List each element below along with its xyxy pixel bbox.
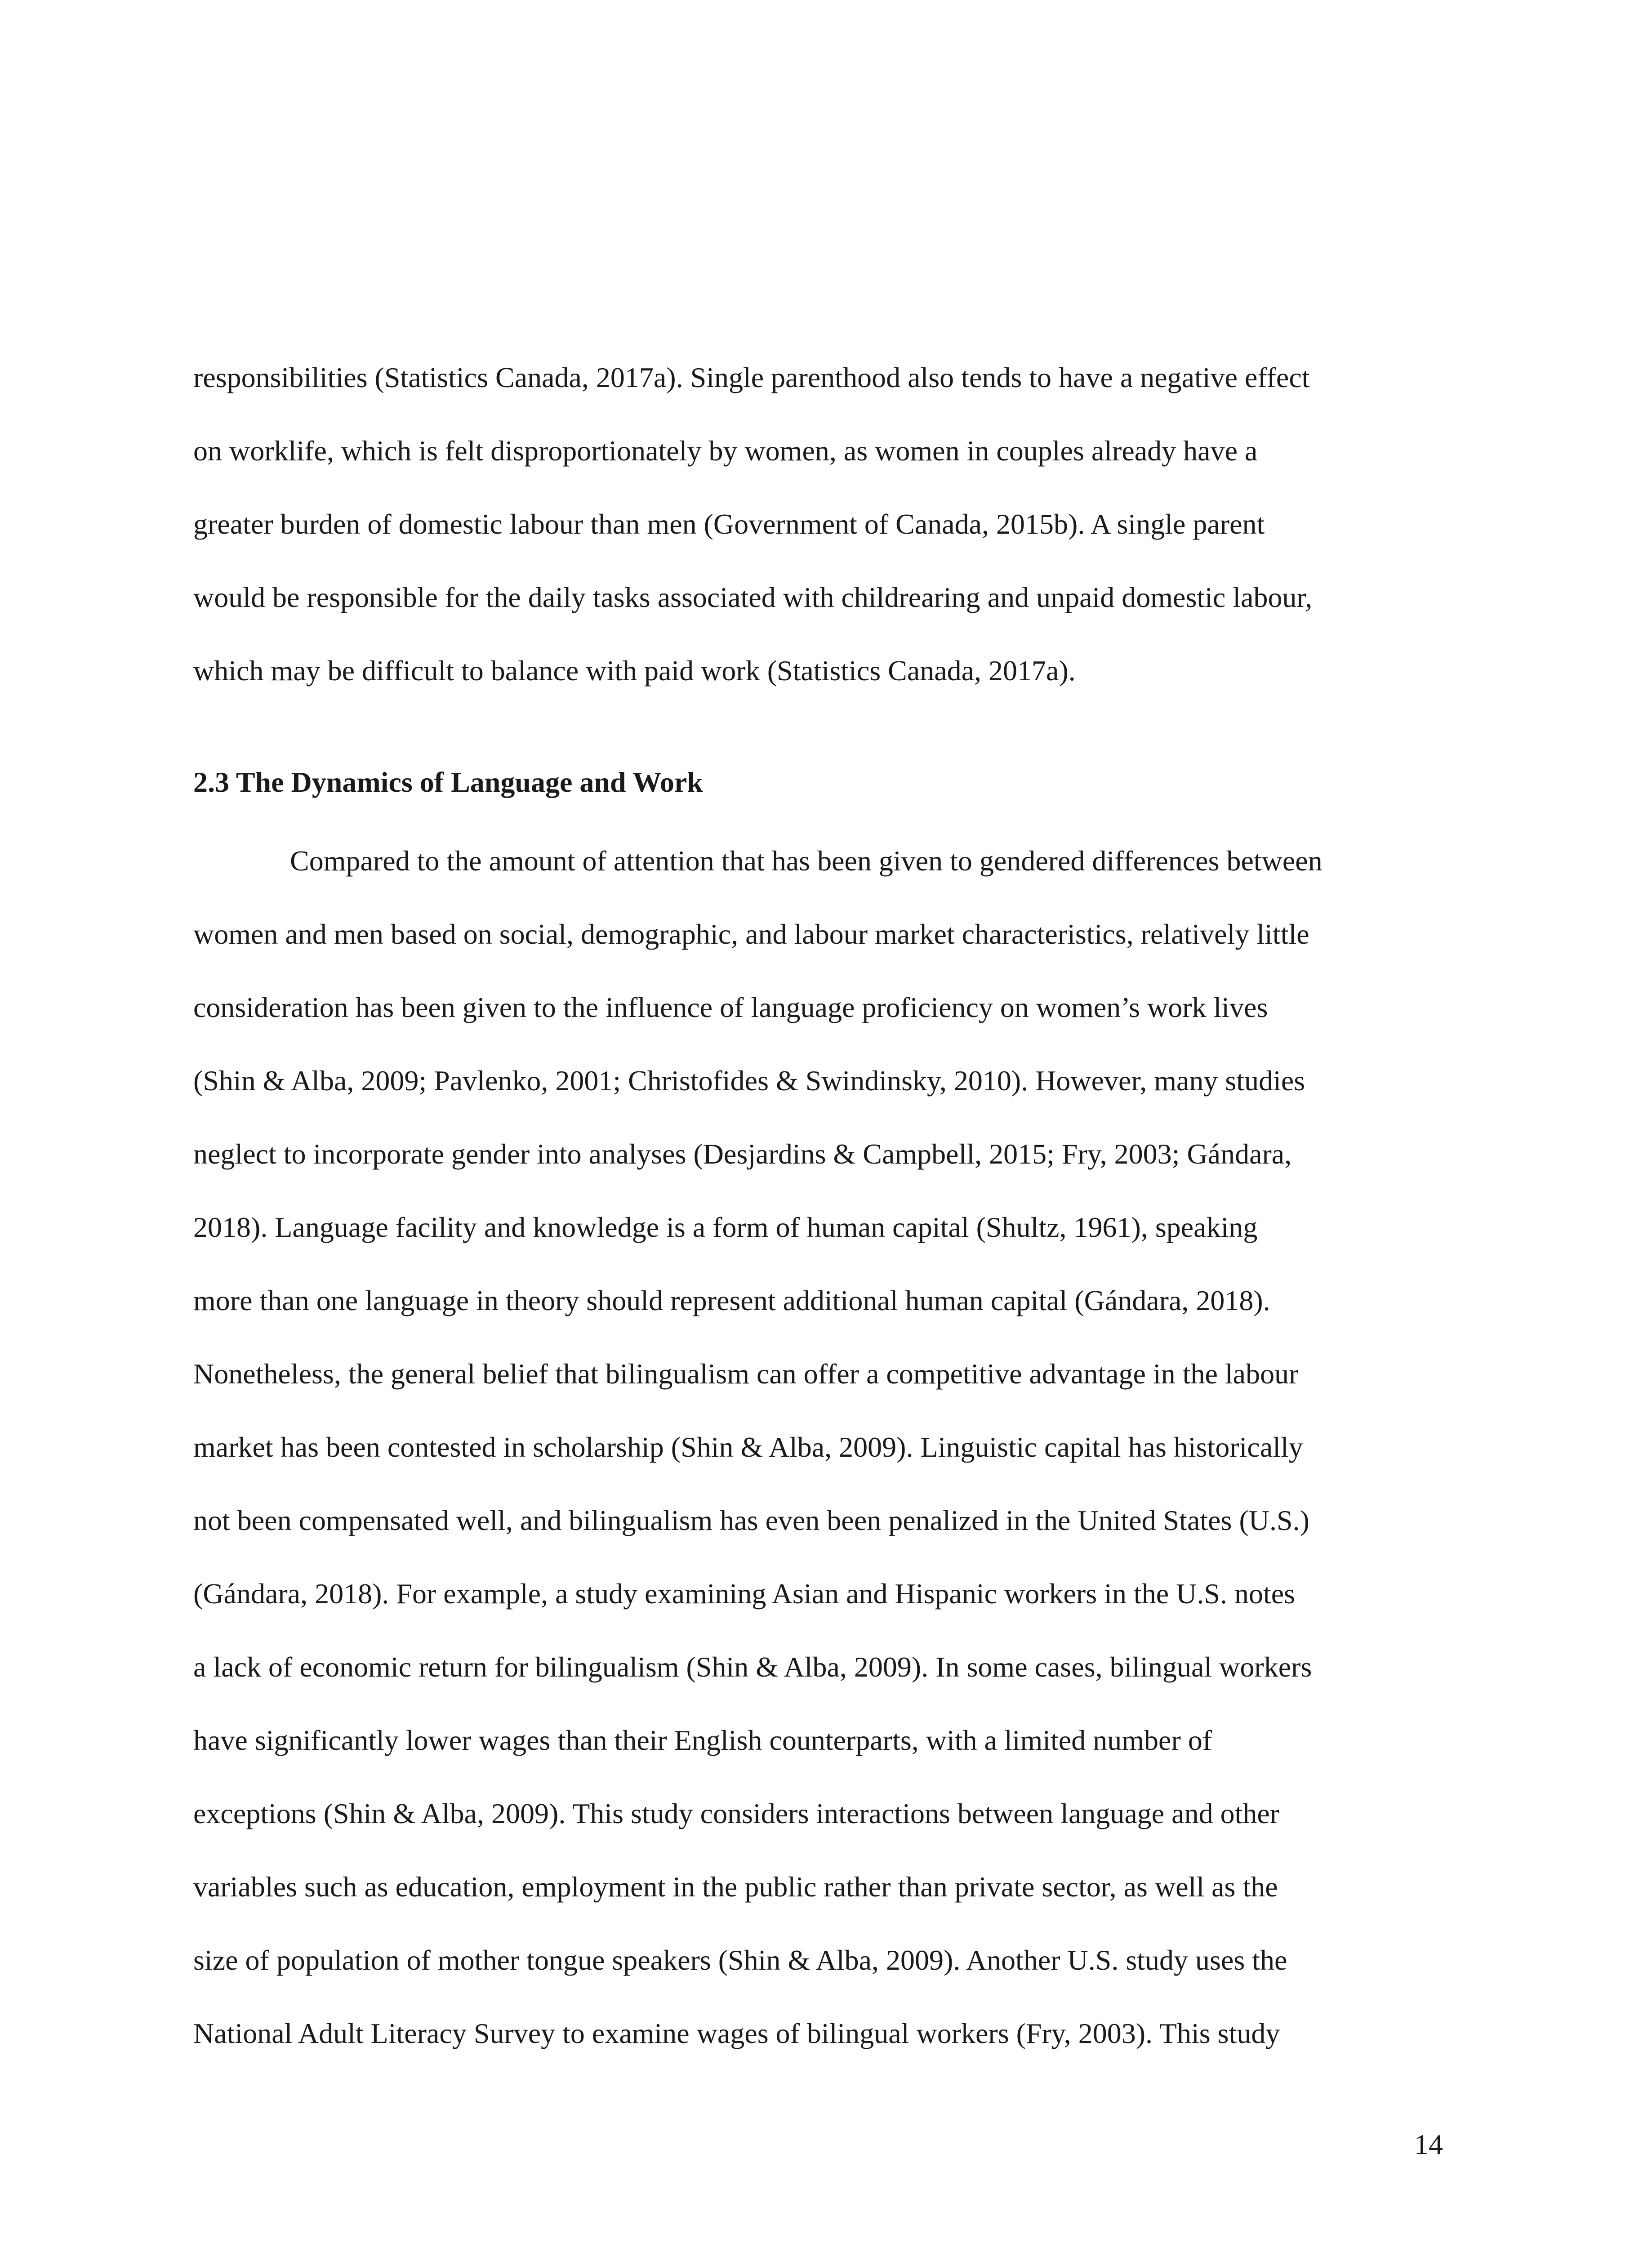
text-line: a lack of economic return for bilingualism (Shin & Alba, 2009). In some cases, bilingual workers xyxy=(193,1651,1312,1683)
page-number: 14 xyxy=(1414,2128,1443,2160)
text-line: greater burden of domestic labour than men (Government of Canada, 2015b). A single parent xyxy=(193,508,1265,540)
text-line: (Shin & Alba, 2009; Pavlenko, 2001; Christofides & Swindinsky, 2010). However, many studies xyxy=(193,1065,1305,1097)
text-line: not been compensated well, and bilingualism has even been penalized in the United States (U.S.) xyxy=(193,1504,1309,1536)
text-line: (Gándara, 2018). For example, a study examining Asian and Hispanic workers in the U.S. notes xyxy=(193,1578,1296,1610)
text-line: Nonetheless, the general belief that bilingualism can offer a competitive advantage in the labour xyxy=(193,1358,1299,1390)
text-line: responsibilities (Statistics Canada, 2017a). Single parenthood also tends to have a negative effect xyxy=(193,361,1310,393)
text-line: National Adult Literacy Survey to examine wages of bilingual workers (Fry, 2003). This study xyxy=(193,2017,1280,2049)
text-line: 2018). Language facility and knowledge is a form of human capital (Shultz, 1961), speaking xyxy=(193,1211,1258,1243)
text-line: neglect to incorporate gender into analyses (Desjardins & Campbell, 2015; Fry, 2003; Gándara, xyxy=(193,1138,1292,1170)
text-line: women and men based on social, demographic, and labour market characteristics, relatively little xyxy=(193,918,1309,950)
text-line: variables such as education, employment in the public rather than private sector, as well as the xyxy=(193,1871,1278,1903)
text-line: size of population of mother tongue speakers (Shin & Alba, 2009). Another U.S. study uses the xyxy=(193,1944,1287,1976)
text-line: consideration has been given to the influence of language proficiency on women’s work lives xyxy=(193,991,1268,1023)
text-line: more than one language in theory should represent additional human capital (Gándara, 2018). xyxy=(193,1285,1270,1316)
text-line: have significantly lower wages than their English counterparts, with a limited number of xyxy=(193,1724,1212,1756)
text-line: exceptions (Shin & Alba, 2009). This study considers interactions between language and other xyxy=(193,1798,1280,1829)
text-line: which may be difficult to balance with paid work (Statistics Canada, 2017a). xyxy=(193,655,1076,687)
text-line: would be responsible for the daily tasks associated with childrearing and unpaid domestic labour, xyxy=(193,581,1313,613)
text-line: on worklife, which is felt disproportionately by women, as women in couples already have a xyxy=(193,435,1258,467)
text-line: Compared to the amount of attention that has been given to gendered differences between xyxy=(290,845,1322,877)
section-heading: 2.3 The Dynamics of Language and Work xyxy=(193,766,703,798)
text-line: market has been contested in scholarship (Shin & Alba, 2009). Linguistic capital has historically xyxy=(193,1431,1303,1463)
